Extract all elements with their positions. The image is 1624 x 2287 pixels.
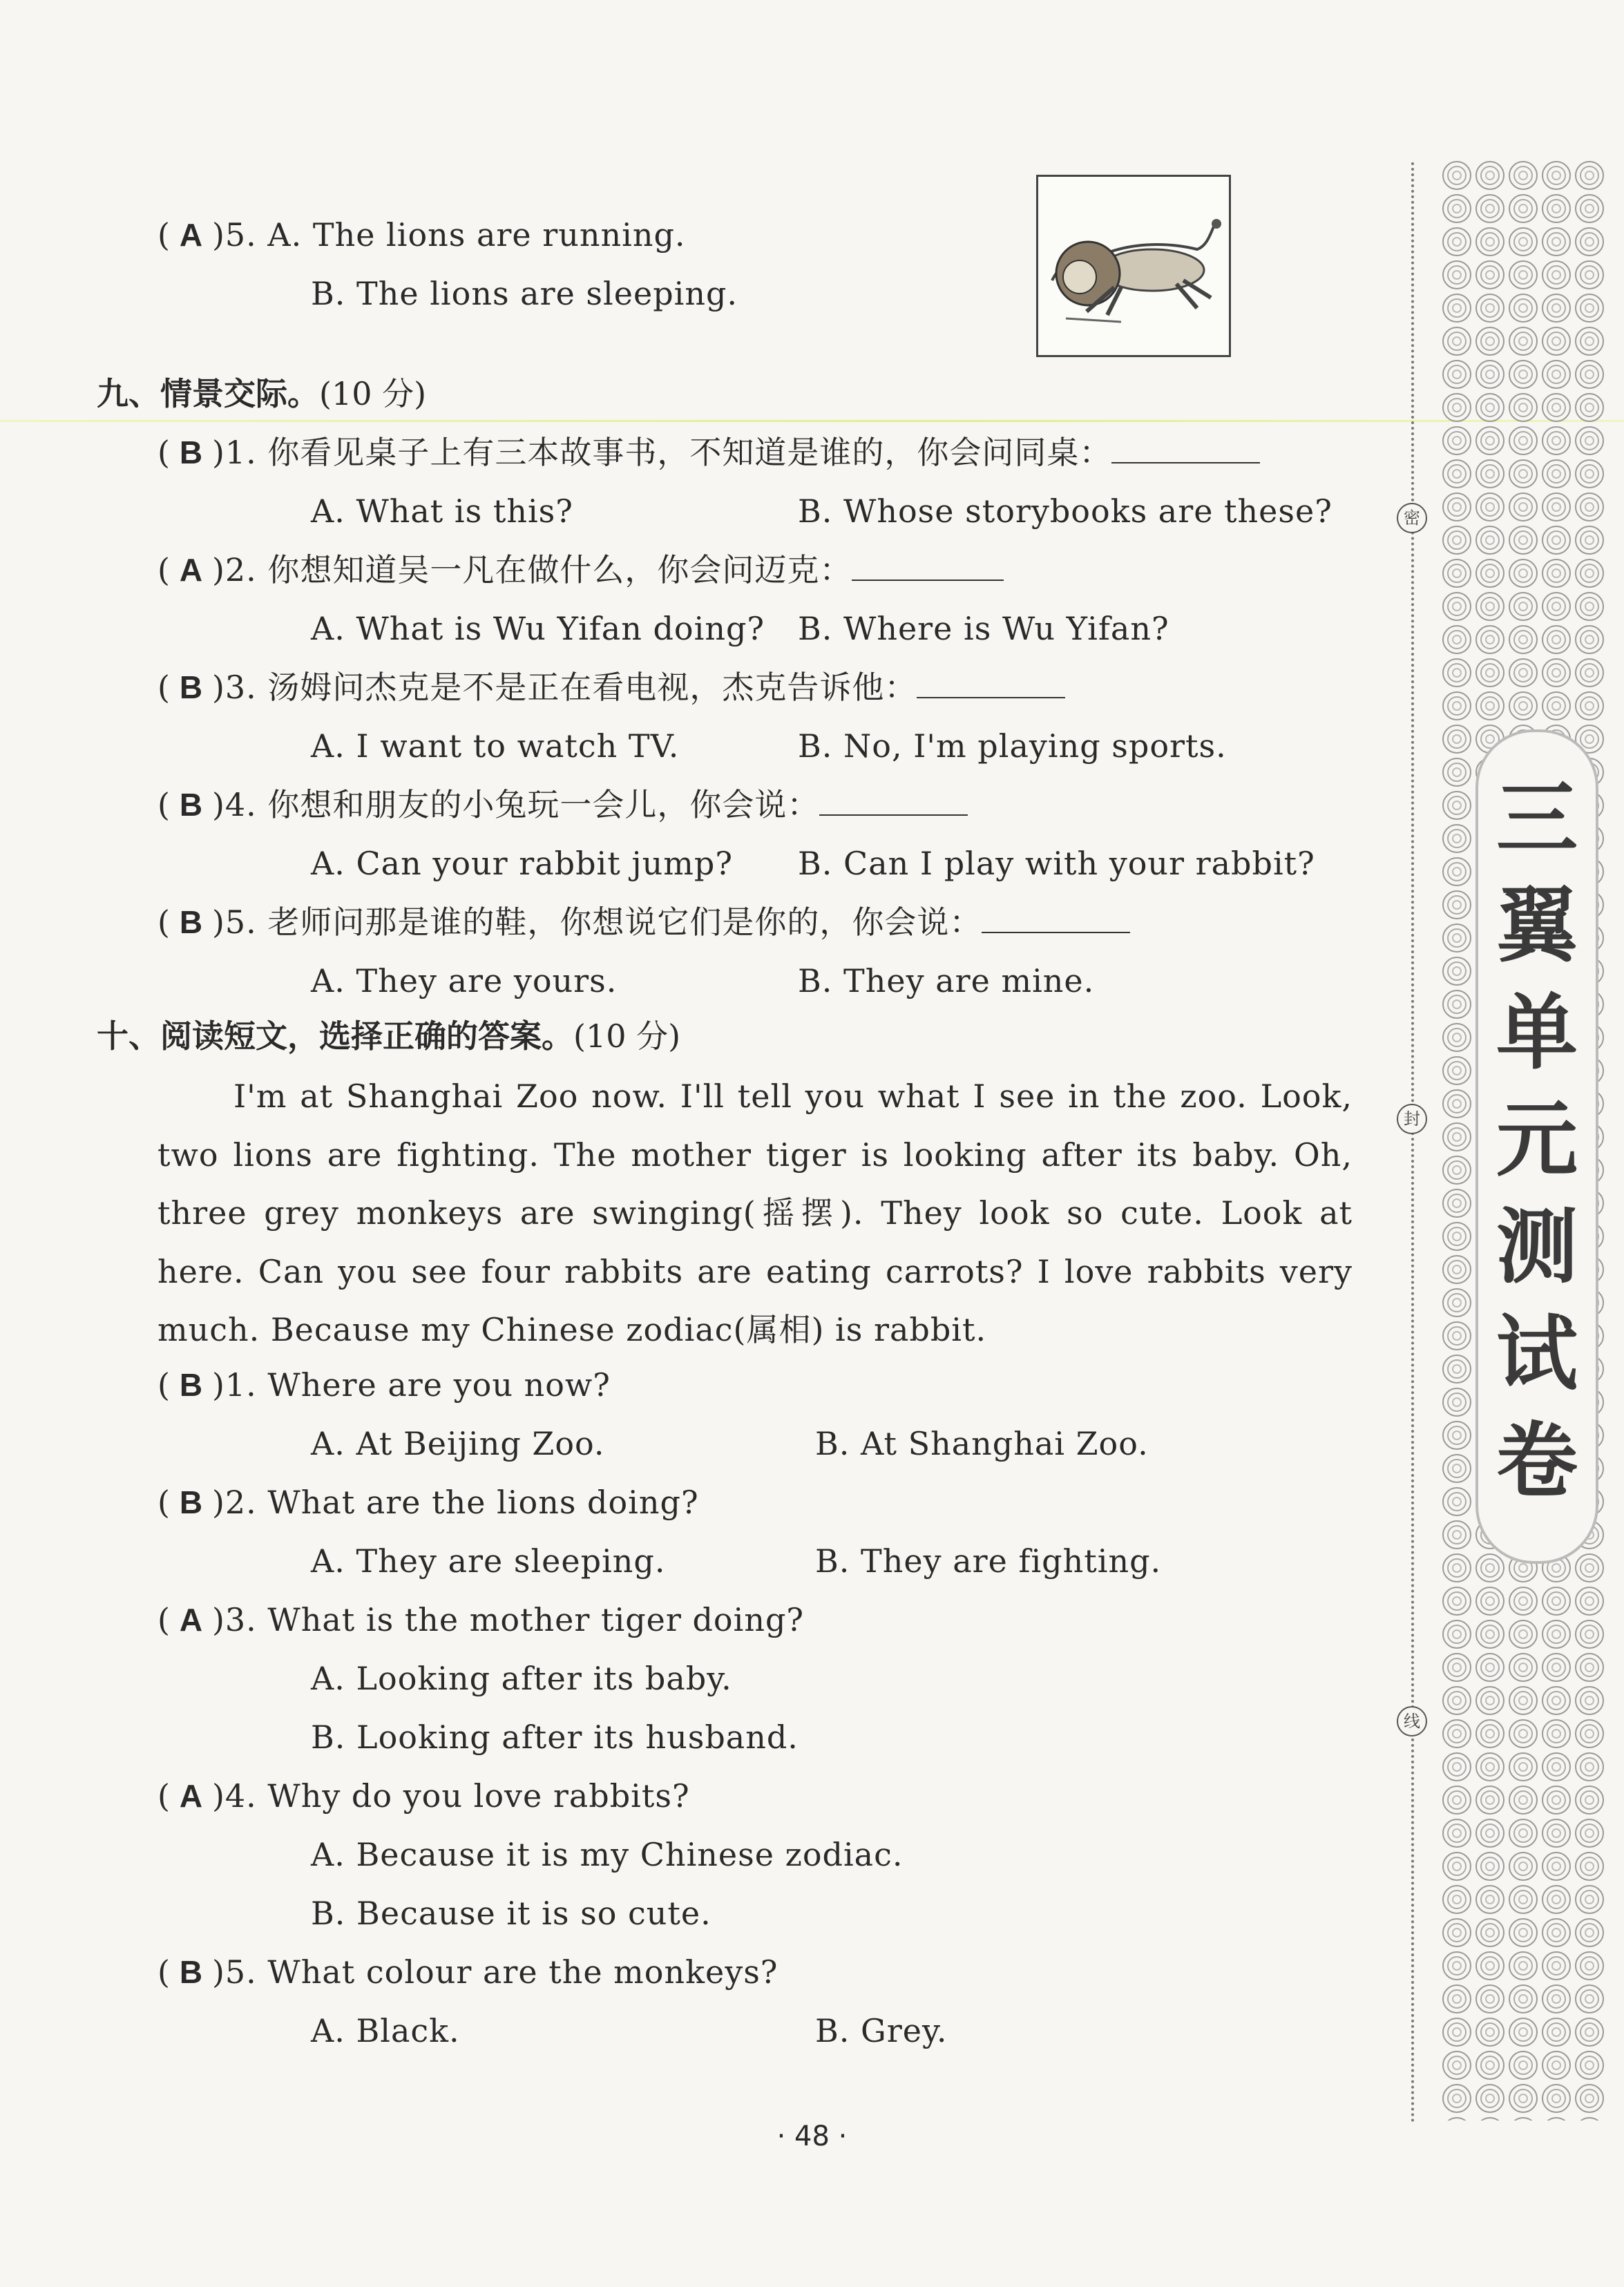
answer-blank xyxy=(819,787,968,816)
s10-q1: ( B )1. Where are you now? xyxy=(157,1364,611,1406)
s9-q2: ( A )2. 你想知道吴一凡在做什么，你会问迈克： xyxy=(157,549,1004,591)
banner-char-7: 卷 xyxy=(1496,1413,1578,1509)
answer-blank xyxy=(917,669,1065,698)
section9-title: 九、情景交际。 xyxy=(97,375,319,412)
seal-mark-xian: 线 xyxy=(1397,1706,1427,1736)
s10-q5: ( B )5. What colour are the monkeys? xyxy=(157,1951,778,1993)
answer-blank xyxy=(1111,434,1260,463)
question-text: 4. Why do you love rabbits? xyxy=(225,1777,690,1815)
question-text: 5. 老师问那是谁的鞋，你想说它们是你的，你会说： xyxy=(225,903,982,941)
running-lion-icon xyxy=(1038,177,1229,355)
s10-q4-option-a: A. Because it is my Chinese zodiac. xyxy=(311,1836,904,1873)
answer-blank xyxy=(852,552,1004,581)
question-text: 3. What is the mother tiger doing? xyxy=(225,1601,805,1638)
binding-dotted-line xyxy=(1411,162,1414,2124)
question-text: 4. 你想和朋友的小兔玩一会儿，你会说： xyxy=(225,786,820,823)
s9-q1: ( B )1. 你看见桌子上有三本故事书，不知道是谁的，你会问同桌： xyxy=(157,432,1260,473)
s9-q5-option-a: A. They are yours. xyxy=(311,962,618,999)
s10-q5-option-a: A. Black. xyxy=(311,2012,460,2049)
s9-q2-option-a: A. What is Wu Yifan doing? xyxy=(311,610,765,647)
section9-heading xyxy=(97,373,426,414)
scan-line xyxy=(0,420,1624,422)
option-a: A. The lions are running. xyxy=(267,216,686,253)
banner-char-3: 单 xyxy=(1496,985,1578,1080)
s10-q2: ( B )2. What are the lions doing? xyxy=(157,1482,699,1523)
banner-char-5: 测 xyxy=(1496,1199,1578,1294)
answer-mark: A xyxy=(179,552,204,588)
option-b: B. The lions are sleeping. xyxy=(311,275,738,312)
page-number: · 48 · xyxy=(776,2121,848,2152)
s9-q3-option-a: A. I want to watch TV. xyxy=(311,727,680,765)
s10-q2-option-b: B. They are fighting. xyxy=(815,1542,1162,1580)
answer-mark: B xyxy=(179,434,204,470)
answer-mark: A xyxy=(179,1602,204,1638)
s9-q2-option-b: B. Where is Wu Yifan? xyxy=(798,610,1169,647)
question-text: 2. What are the lions doing? xyxy=(225,1484,699,1521)
section10-title: 十、阅读短文，选择正确的答案。 xyxy=(97,1017,573,1055)
s10-q4-option-b: B. Because it is so cute. xyxy=(311,1895,711,1932)
s9-q4-option-b: B. Can I play with your rabbit? xyxy=(798,845,1315,882)
answer-blank xyxy=(982,904,1130,933)
answer-mark: A xyxy=(179,1778,204,1814)
s10-q3-option-a: A. Looking after its baby. xyxy=(311,1660,732,1697)
seal-mark-mi: 密 xyxy=(1397,503,1427,533)
answer-mark: B xyxy=(179,1367,204,1403)
s9-q1-option-a: A. What is this? xyxy=(311,492,573,530)
question-text: 2. 你想知道吴一凡在做什么，你会问迈克： xyxy=(225,551,852,589)
answer-mark: B xyxy=(179,787,204,823)
seal-mark-feng: 封 xyxy=(1397,1104,1427,1134)
question-text: 3. 汤姆问杰克是不是正在看电视，杰克告诉他： xyxy=(225,669,917,706)
s9-q5: ( B )5. 老师问那是谁的鞋，你想说它们是你的，你会说： xyxy=(157,901,1130,943)
s9-q5-option-b: B. They are mine. xyxy=(798,962,1095,999)
banner-char-1: 三 xyxy=(1496,771,1578,866)
reading-passage: I'm at Shanghai Zoo now. I'll tell you what I see in the zoo. Look, two lions are fighting. The mother tiger is looking after its baby. Oh, three grey monkeys are swinging(摇摆). They look so cute. Look at here. Can you see four rabbits are eating carrots? I love rabbits very much. Because my Chinese zodiac(属相) is rabbit. xyxy=(157,1078,1353,1348)
s9-q3: ( B )3. 汤姆问杰克是不是正在看电视，杰克告诉他： xyxy=(157,667,1065,708)
question-text: 5. What colour are the monkeys? xyxy=(225,1953,778,1991)
answer-mark: B xyxy=(179,1484,204,1520)
s10-q3: ( A )3. What is the mother tiger doing? xyxy=(157,1599,804,1640)
section10-heading xyxy=(97,1015,680,1057)
answer-mark: B xyxy=(179,1954,204,1990)
s9-q3-option-b: B. No, I'm playing sports. xyxy=(798,727,1227,765)
s9-q4-option-a: A. Can your rabbit jump? xyxy=(311,845,733,882)
question-number: 5. xyxy=(225,216,257,253)
s10-q4: ( A )4. Why do you love rabbits? xyxy=(157,1775,690,1817)
lion-picture xyxy=(1036,175,1231,357)
banner-char-2: 翼 xyxy=(1496,878,1578,973)
section10-score: (10 分) xyxy=(573,1017,681,1055)
s9-q1-option-b: B. Whose storybooks are these? xyxy=(798,492,1332,530)
answer-mark: B xyxy=(179,669,204,705)
s9-q4: ( B )4. 你想和朋友的小兔玩一会儿，你会说： xyxy=(157,784,968,825)
s10-q1-option-a: A. At Beijing Zoo. xyxy=(311,1425,605,1462)
q8-item5-line: ( A )5. A. The lions are running. xyxy=(157,214,686,256)
section9-score: (10 分) xyxy=(319,375,427,412)
banner-char-4: 元 xyxy=(1496,1092,1578,1187)
question-text: 1. Where are you now? xyxy=(225,1366,611,1404)
s10-q5-option-b: B. Grey. xyxy=(815,2012,948,2049)
answer-mark: B xyxy=(179,904,204,940)
question-text: 1. 你看见桌子上有三本故事书，不知道是谁的，你会问同桌： xyxy=(225,434,1112,471)
answer-mark: A xyxy=(179,217,204,253)
s10-q3-option-b: B. Looking after its husband. xyxy=(311,1719,799,1756)
s10-q1-option-b: B. At Shanghai Zoo. xyxy=(815,1425,1149,1462)
banner-char-6: 试 xyxy=(1496,1306,1578,1401)
s10-q2-option-a: A. They are sleeping. xyxy=(311,1542,666,1580)
